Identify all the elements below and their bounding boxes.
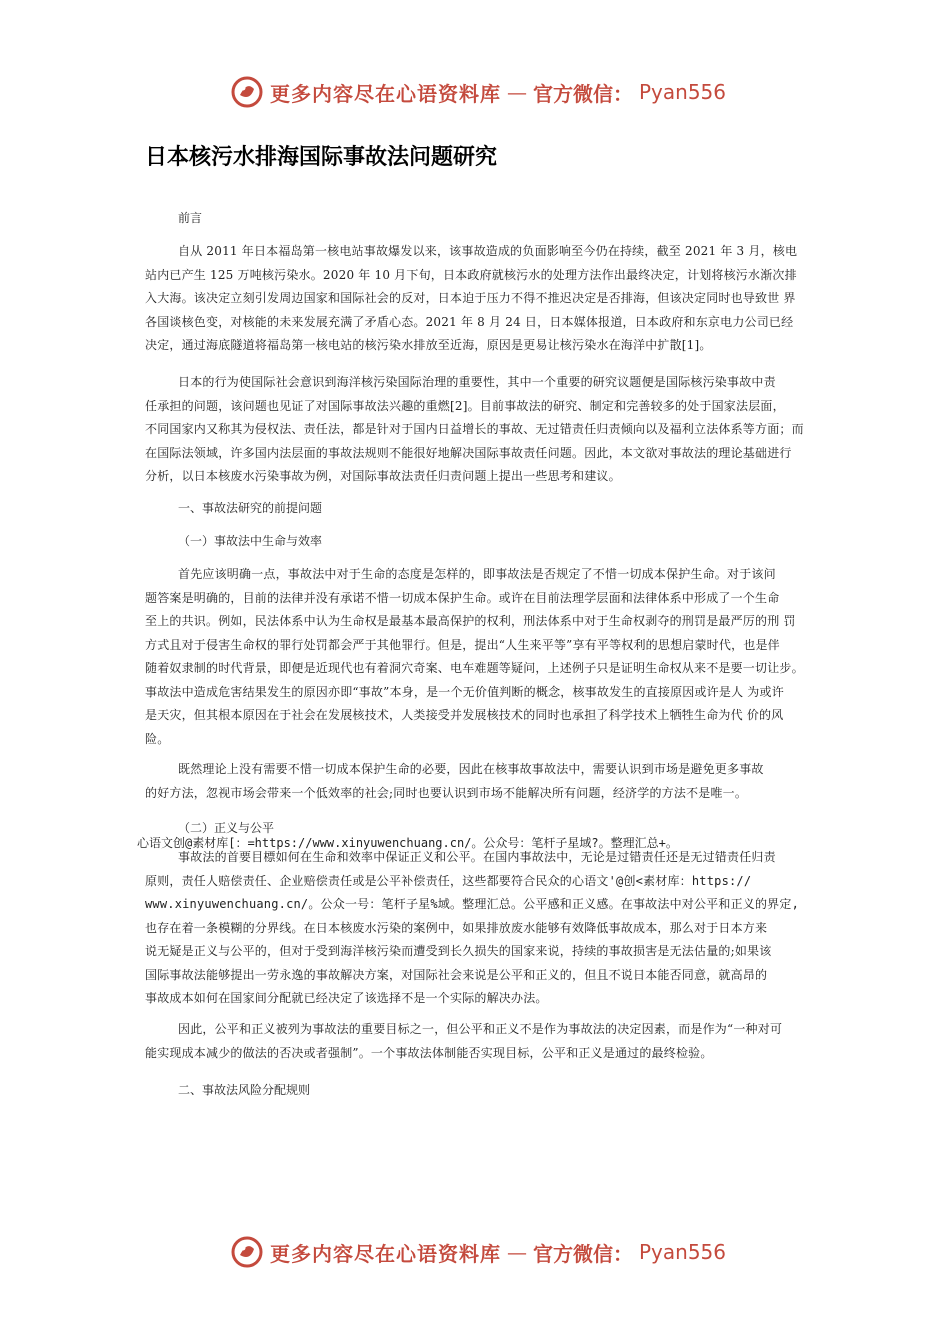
paragraph-line: 自从 2011 年日本福岛第一核电站事故爆发以来，该事故造成的负面影响至今仍在持续，截至 2021 年 3 月，核电 (178, 244, 798, 258)
document-title: 日本核污水排海国际事故法问题研究 (145, 145, 498, 170)
footer-banner (230, 1232, 726, 1272)
section-heading-2 (145, 1080, 810, 1100)
header-banner (230, 72, 726, 112)
paragraph-line: 题答案是明确的，目前的法律并没有承诺不惜一切成本保护生命。或许在目前法理学层面和法律体系中形成了一个生命 (145, 590, 780, 605)
paragraph-line: 事故法中造成危害结果发生的原因亦即“事故”本身，是一个无价值判断的概念，核事故发生的直接原因或许是人 为或许 (145, 684, 784, 699)
logo-icon (230, 75, 264, 109)
banner-dash: — (507, 80, 527, 104)
paragraph-line: 能实现成本减少的做法的否决或者强制”。一个事故法体制能否实现目标，公平和正义是通过的最终检验。 (145, 1045, 713, 1060)
paragraph-1 (145, 240, 810, 358)
paragraph-line: 各国谈核色变，对核能的未来发展充满了矛盾心态。2021 年 8 月 24 日，日本媒体报道，日本政府和东京电力公司已经 (145, 314, 794, 329)
paragraph-line: 日本的行为使国际社会意识到海洋核污染国际治理的重要性，其中一个重要的研究议题便是国际核污染事故中责 (178, 375, 776, 389)
paragraph-line: 任承担的问题，该问题也见证了对国际事故法兴趣的重燃[2]。目前事故法的研究、制定和完善较多的处于国家法层面， (145, 398, 785, 413)
subsection-heading: （一）事故法中生命与效率 (178, 534, 323, 548)
paragraph-line: 分析，以日本核废水污染事故为例，对国际事故法责任归责问题上提出一些思考和建议。 (145, 469, 621, 483)
paragraph-4 (145, 758, 810, 805)
paragraph-2 (145, 371, 810, 489)
paragraph-line: 因此，公平和正义被列为事故法的重要目标之一，但公平和正义不是作为事故法的决定因素，而是作为“一种对可 (178, 1022, 783, 1036)
paragraph-line: 方式且对于侵害生命权的罪行处罚都会严于其他罪行。但是，提出“人生来平等”享有平等权利的思想启蒙时代，也是伴 (145, 637, 780, 652)
banner-wechat-id: Pyan556 (639, 80, 727, 104)
banner-text: 更多内容尽在心语资料库 (270, 81, 501, 106)
paragraph-line: 不同国家内又称其为侵权法、责任法，都是针对于国内日益增长的事故、无过错责任归责倾向以及福利立法体系等方面；而 (145, 422, 804, 436)
paragraph-line: 事故法的首要目標如何在生命和效率中保证正义和公平。在国内事故法中，无论是过错责任还是无过错责任归责 (178, 850, 776, 864)
paragraph-line: 是天灾，但其根本原因在于社会在发展核技术，人类接受并发展核技术的同时也承担了科学技术上牺牲生命为代 价的风 (145, 708, 784, 722)
paragraph-line: 国际事故法能够提出一劳永逸的事故解决方案，对国际社会来说是公平和正义的，但且不说日本能否同意，就高昂的 (145, 967, 768, 982)
preface-section (145, 208, 810, 228)
section-heading: 二、事故法风险分配规则 (178, 1083, 311, 1097)
subsection-heading-1 (145, 531, 810, 551)
paragraph-line: 在国际法领域，许多国内法层面的事故法规则不能很好地解决国际事故责任问题。因此，本文欲对事故法的理论基础进行 (145, 445, 792, 460)
paragraph-line: 险。 (145, 731, 170, 746)
subsection-heading: （二）正义与公平 (178, 821, 275, 835)
watermark-line: 心语文创@素材库[：=https://www.xinyuwenchuang.cn/。公众号：笔杆子星域?。整理汇总+。 (137, 836, 678, 850)
paragraph-line: 首先应该明确一点，事故法中对于生命的态度是怎样的，即事故法是否规定了不惜一切成本保护生命。对于该问 (178, 567, 776, 581)
paragraph-5 (145, 846, 810, 1011)
paragraph-line: 站内已产生 125 万吨核污染水。2020 年 10 月下旬，日本政府就核污水的处理方法作出最终决定，计划将核污水渐次排 (145, 267, 797, 282)
paragraph-line: 随着奴隶制的时代背景，即便是近现代也有着洞穴奇案、电车难题等疑问，上述例子只是证明生命权从来不是要一切让步。 (145, 661, 804, 675)
banner-wechat-id: Pyan556 (639, 1240, 727, 1264)
paragraph-line: 入大海。该决定立刻引发周边国家和国际社会的反对，日本迫于压力不得不推迟决定是否排海，但该决定同时也导致世 界 (145, 291, 796, 305)
banner-wechat-label: 官方微信： (533, 1241, 633, 1266)
section-heading: 一、事故法研究的前提问题 (178, 501, 323, 515)
paragraph-line: www.xinyuwenchuang.cn/。公众一号：笔杆子星%域。整理汇总。公平感和正义感。在事故法中对公平和正义的界定, (145, 897, 799, 911)
preface-heading: 前言 (178, 211, 203, 225)
paragraph-line: 也存在着一条模糊的分界线。在日本核废水污染的案例中，如果排放废水能够有效降低事故成本，那么对于日本方来 (145, 920, 768, 935)
logo-icon (230, 1235, 264, 1269)
paragraph-6 (145, 1018, 810, 1065)
section-heading-1 (145, 498, 810, 518)
paragraph-line: 事故成本如何在国家间分配就已经决定了该选择不是一个实际的解决办法。 (145, 991, 548, 1005)
paragraph-line: 说无疑是正义与公平的，但对于受到海洋核污染而遭受到长久损失的国家来说，持续的事故损害是无法估量的;如果该 (145, 944, 772, 958)
banner-wechat-label: 官方微信： (533, 81, 633, 106)
paragraph-line: 既然理论上没有需要不惜一切成本保护生命的必要，因此在核事故事故法中，需要认识到市场是避免更多事故 (178, 762, 764, 776)
paragraph-line: 原则，责任人赔偿责任、企业赔偿责任或是公平补偿责任，这些都要符合民众的心语文'@创<素材库：https:// (145, 873, 752, 888)
banner-text: 更多内容尽在心语资料库 (270, 1241, 501, 1266)
paragraph-line: 决定，通过海底隧道将福岛第一核电站的核污染水排放至近海，原因是更易让核污染水在海洋中扩散[1]。 (145, 338, 712, 352)
paragraph-line: 的好方法，忽视市场会带来一个低效率的社会;同时也要认识到市场不能解决所有问题，经济学的方法不是唯一。 (145, 785, 748, 800)
banner-dash: — (507, 1240, 527, 1264)
paragraph-3 (145, 563, 810, 751)
paragraph-line: 至上的共识。例如，民法体系中认为生命权是最基本最高保护的权利，刑法体系中对于生命权剥夺的刑罚是最严厉的刑 罚 (145, 614, 796, 628)
